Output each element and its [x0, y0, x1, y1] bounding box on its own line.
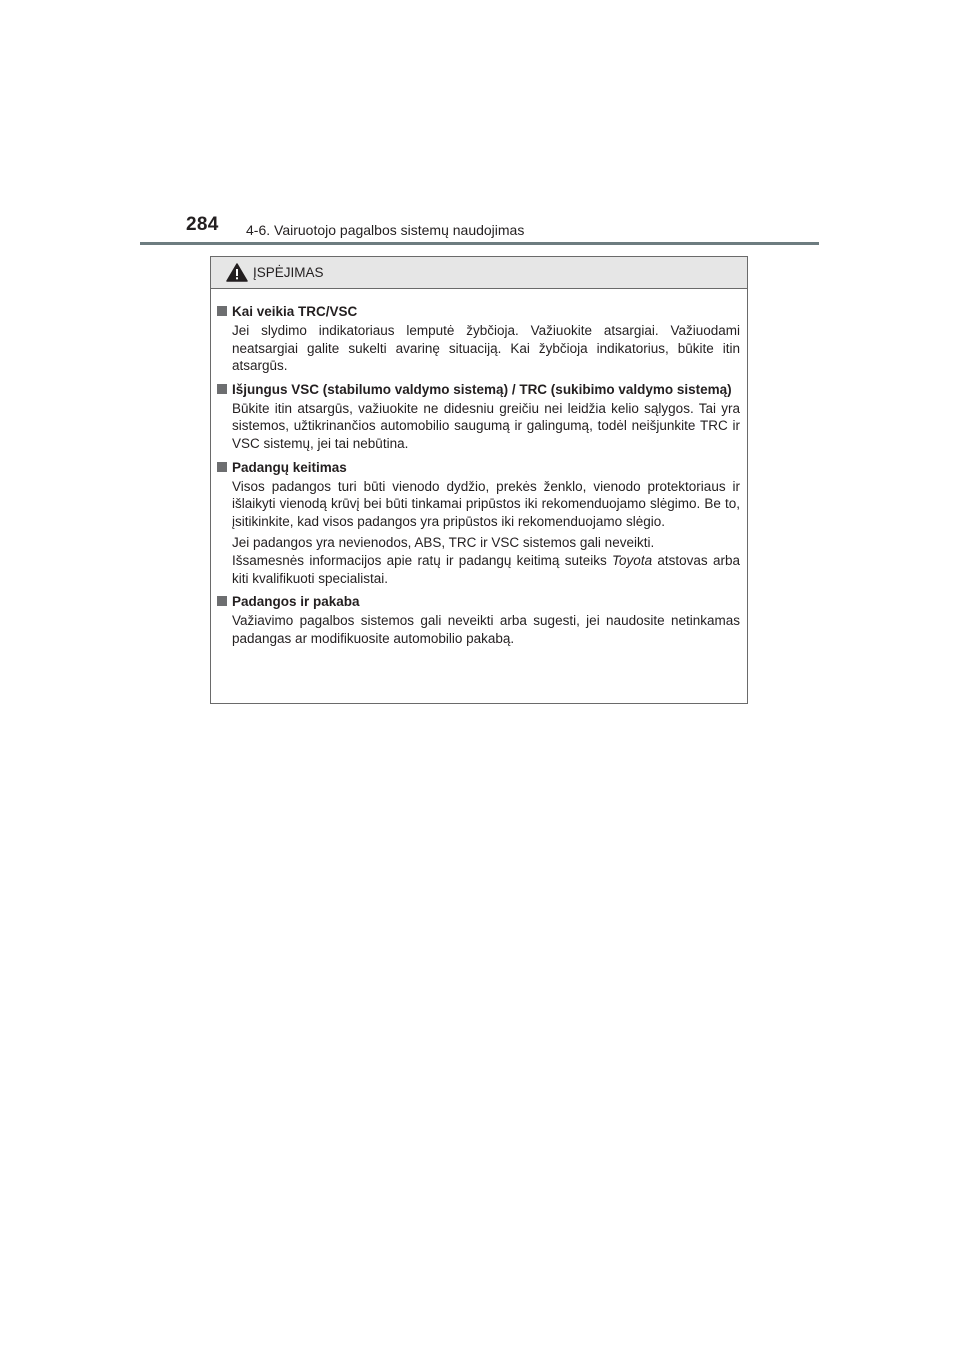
item-heading [217, 303, 740, 320]
warning-item-trc-vsc [217, 303, 740, 375]
warning-triangle-icon [226, 263, 248, 282]
square-bullet-icon [217, 462, 227, 472]
item-paragraph: Jei padangos yra nevienodos, ABS, TRC ir VSC sistemos gali neveikti. [232, 535, 655, 551]
warning-title: ĮSPĖJIMAS [253, 265, 324, 280]
item-paragraph: Būkite itin atsargūs, važiuokite ne didesniu greičiu nei leidžia kelio sąlygos. Tai yra sistemos, užtikrinančios automobilio saugumą ir galingumą, todėl neišjunkite TRC ir VSC sistemų, jei tai nebūtina. [232, 400, 740, 451]
item-paragraph: Visos padangos turi būti vienodo dydžio, prekės ženklo, vienodo protektoriaus ir išlaikyti vienodą krūvį bei būti tinkamai pripūstos iki rekomenduojamo slėgimo. Be to, įsitikinkite, kad visos padangos yra pripūstos iki rekomenduojamo slėgio. [232, 478, 740, 529]
warning-item-tire-replacement [217, 459, 740, 588]
page-number: 284 [186, 214, 219, 235]
warning-body [211, 289, 747, 647]
dealer-text-after: atstovas arba kiti kvalifikuoti specialistai. [232, 552, 740, 586]
square-bullet-icon [217, 596, 227, 606]
item-paragraph: Jei slydimo indikatoriaus lemputė žybčioja. Važiuokite atsargiai. Važiuodami neatsargiai galite sukelti avarinę situaciją. Kai žybčioja indikatorius, būkite itin atsargūs. [232, 323, 740, 374]
warning-box [210, 256, 748, 704]
item-heading [217, 593, 740, 610]
square-bullet-icon [217, 306, 227, 316]
item-heading-text: Kai veikia TRC/VSC [232, 304, 358, 319]
square-bullet-icon [217, 384, 227, 394]
item-heading-text: Padangos ir pakaba [232, 594, 360, 610]
warning-item-tires-suspension [217, 593, 740, 647]
dealer-text-before: Išsamesnės informacijos apie ratų ir padangų keitimą suteiks [232, 552, 607, 568]
item-heading-text: Padangų keitimas [232, 459, 347, 475]
item-heading [217, 459, 740, 476]
warning-header [211, 257, 747, 289]
item-heading [217, 381, 740, 398]
item-paragraph: Važiavimo pagalbos sistemos gali neveikti arba sugesti, jei naudosite netinkamas padangas ar modifikuosite automobilio pakabą. [232, 613, 740, 646]
item-heading-text: Išjungus VSC (stabilumo valdymo sistemą) / TRC (sukibimo valdymo sistemą) [232, 381, 732, 397]
warning-item-vsc-off [217, 381, 740, 453]
header-rule [140, 242, 819, 245]
item-paragraph-dealer [232, 552, 740, 587]
brand-name: Toyota [612, 552, 653, 568]
page-header [0, 0, 960, 250]
section-title: 4-6. Vairuotojo pagalbos sistemų naudojimas [246, 222, 525, 238]
